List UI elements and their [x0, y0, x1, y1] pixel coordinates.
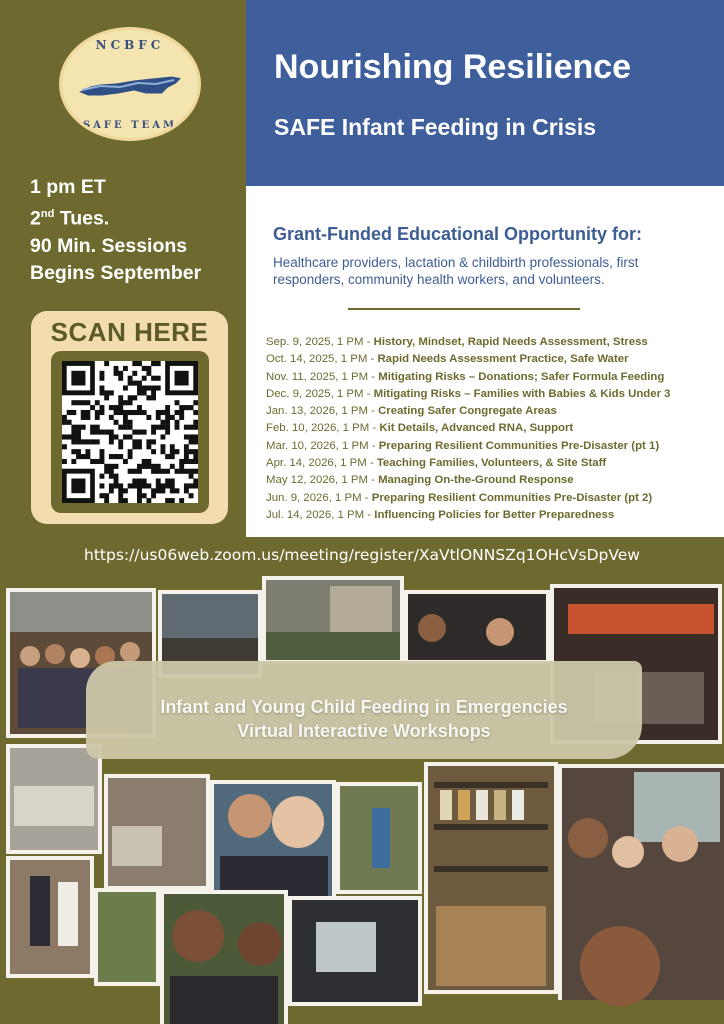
session-time: 1 pm ET — [30, 176, 106, 198]
session-item — [266, 386, 671, 403]
logo-arc-bottom: SAFE TEAM — [82, 120, 178, 131]
page-subtitle: SAFE Infant Feeding in Crisis — [274, 114, 597, 140]
workshop-banner-text — [86, 695, 642, 743]
session-item — [266, 472, 671, 489]
session-item — [266, 369, 671, 386]
qr-code[interactable] — [62, 361, 198, 503]
session-date: Jan. 13, 2026, 1 PM - — [266, 405, 379, 418]
session-date: Nov. 11, 2025, 1 PM - — [266, 370, 379, 383]
qr-frame — [51, 351, 209, 513]
session-topic: Managing On-the-Ground Response — [378, 474, 574, 487]
workshop-banner-line1: Infant and Young Child Feeding in Emergencies — [160, 697, 568, 717]
qr-card — [31, 311, 228, 524]
session-item — [266, 507, 671, 524]
session-date: Dec. 9, 2025, 1 PM - — [266, 387, 374, 400]
session-date: May 12, 2026, 1 PM - — [266, 474, 379, 487]
session-date: Apr. 14, 2026, 1 PM - — [266, 457, 377, 470]
session-date: Oct. 14, 2025, 1 PM - — [266, 353, 378, 366]
session-item — [266, 334, 671, 351]
session-topic: Kit Details, Advanced RNA, Support — [379, 422, 574, 435]
session-date: Jun. 9, 2026, 1 PM - — [266, 491, 372, 504]
schedule-summary — [30, 174, 201, 287]
ncbfc-logo — [59, 27, 201, 141]
session-topic: Preparing Resilient Communities Pre-Disaster (pt 2) — [371, 491, 653, 504]
info-sidebar — [0, 0, 246, 537]
session-start: Begins September — [30, 261, 202, 284]
grant-audience: Healthcare providers, lactation & childbirth professionals, first responders, community health workers, and volunteers. — [273, 255, 639, 287]
session-panel — [246, 186, 724, 537]
page-title: Nourishing Resilience — [274, 48, 632, 86]
session-date: Feb. 10, 2026, 1 PM - — [266, 422, 380, 435]
photo-trail-walk — [98, 892, 156, 982]
session-date: Mar. 10, 2026, 1 PM - — [266, 439, 379, 452]
workshop-banner — [86, 661, 642, 759]
registration-link[interactable]: https://us06web.zoom.us/meeting/register/XaVtlONNSZq1OHcVsDpVew — [84, 546, 640, 564]
session-date: Jul. 14, 2026, 1 PM - — [266, 508, 375, 521]
session-topic: History, Mindset, Rapid Needs Assessment, Stress — [373, 336, 648, 348]
session-day-text: Tues. — [54, 207, 110, 230]
session-topic: Mitigating Risks – Donations; Safer Formula Feeding — [378, 370, 665, 383]
photo-collage — [0, 576, 724, 1024]
collage-photos — [0, 576, 724, 1024]
session-item — [266, 455, 671, 472]
north-carolina-map-icon — [76, 74, 184, 98]
session-length: 90 Min. Sessions — [30, 234, 188, 257]
session-topic: Preparing Resilient Communities Pre-Disaster (pt 1) — [378, 439, 660, 452]
session-item — [266, 403, 671, 420]
title-banner — [246, 0, 724, 186]
session-day-number: 2 — [30, 207, 41, 230]
logo-arc-top: NCBFC — [95, 38, 165, 52]
scan-here-label: SCAN HERE — [50, 317, 209, 347]
session-topic: Influencing Policies for Better Preparedness — [374, 508, 615, 521]
session-item — [266, 438, 671, 455]
session-item — [266, 420, 671, 437]
session-list — [266, 334, 671, 524]
session-day-suffix: nd — [40, 208, 55, 220]
session-topic: Creating Safer Congregate Areas — [378, 405, 557, 418]
session-item — [266, 490, 671, 507]
workshop-banner-line2: Virtual Interactive Workshops — [237, 721, 491, 741]
session-item — [266, 351, 671, 368]
divider — [348, 308, 580, 310]
session-topic: Mitigating Risks – Families with Babies & Kids Under 3 — [373, 387, 671, 400]
session-topic: Teaching Families, Volunteers, & Site Staff — [376, 457, 607, 470]
grant-heading: Grant-Funded Educational Opportunity for: — [273, 224, 642, 244]
session-topic: Rapid Needs Assessment Practice, Safe Water — [377, 353, 629, 366]
session-day — [30, 201, 201, 233]
session-date: Sep. 9, 2025, 1 PM - — [266, 336, 374, 348]
